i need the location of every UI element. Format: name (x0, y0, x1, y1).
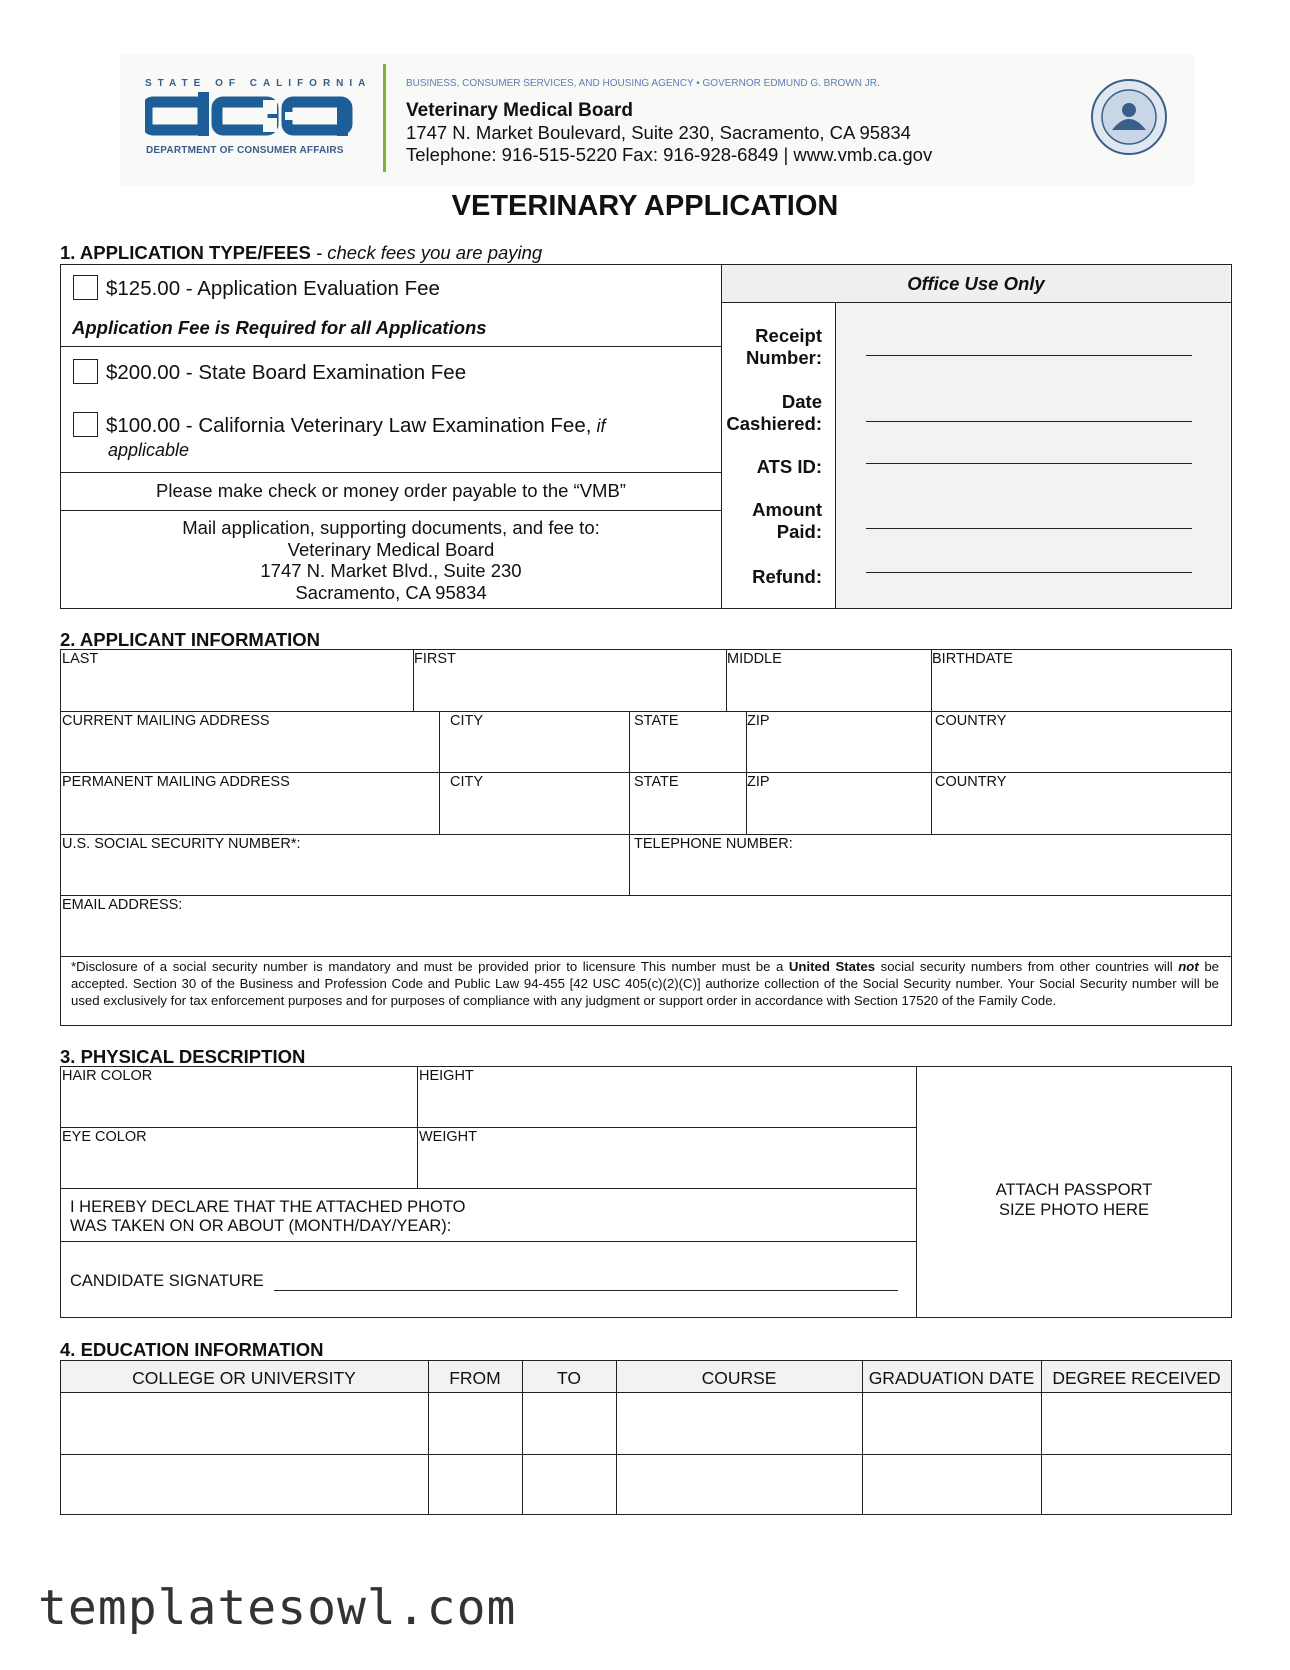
receipt-number-field[interactable] (866, 355, 1192, 356)
fee-eval-label: $125.00 - Application Evaluation Fee (106, 277, 440, 300)
current-address-field[interactable] (62, 732, 437, 771)
current-state-label: STATE (634, 713, 679, 729)
fee-law-checkbox[interactable] (73, 412, 98, 437)
ssn-label: U.S. SOCIAL SECURITY NUMBER*: (62, 836, 301, 852)
permanent-address-label: PERMANENT MAILING ADDRESS (62, 774, 290, 790)
col-course: COURSE (701, 1368, 777, 1388)
state-label: STATE OF CALIFORNIA (145, 78, 372, 89)
fee-law-label: $100.00 - California Veterinary Law Examination Fee, if (106, 414, 606, 437)
receipt-number-label: Receipt Number: (745, 325, 822, 368)
eye-color-field[interactable] (62, 1148, 415, 1187)
col-graduation-date: GRADUATION DATE (868, 1368, 1035, 1388)
board-address: 1747 N. Market Boulevard, Suite 230, Sacramento, CA 95834 (406, 122, 911, 143)
current-address-label: CURRENT MAILING ADDRESS (62, 713, 270, 729)
education-row[interactable] (61, 1455, 1231, 1514)
weight-field[interactable] (420, 1148, 914, 1187)
current-zip-label: ZIP (747, 713, 770, 729)
refund-field[interactable] (866, 572, 1192, 573)
email-label: EMAIL ADDRESS: (62, 897, 183, 913)
middle-name-field[interactable] (729, 670, 929, 710)
permanent-zip-label: ZIP (747, 774, 770, 790)
board-contact: Telephone: 916-515-5220 Fax: 916-928-6849 | www.vmb.ca.gov (406, 144, 933, 165)
dept-label: DEPARTMENT OF CONSUMER AFFAIRS (146, 145, 344, 156)
col-line (439, 711, 440, 834)
telephone-field[interactable] (631, 855, 1230, 894)
section-2-heading: 2. APPLICANT INFORMATION (60, 629, 321, 650)
ssn-field[interactable] (62, 855, 627, 894)
current-country-label: COUNTRY (935, 713, 1007, 729)
row-line (60, 1188, 917, 1189)
col-line (931, 649, 932, 834)
middle-name-label: MIDDLE (727, 651, 782, 667)
payable-note: Please make check or money order payable to the “VMB” (156, 480, 626, 501)
height-field[interactable] (420, 1087, 914, 1126)
last-name-label: LAST (62, 651, 99, 667)
first-name-label: FIRST (414, 651, 456, 667)
current-country-field[interactable] (933, 732, 1230, 771)
date-cashiered-label: Date Cashiered: (726, 391, 822, 434)
refund-label: Refund: (752, 566, 822, 587)
row-line-5 (60, 956, 1232, 957)
office-use-title: Office Use Only (907, 273, 1045, 294)
photo-line-2: SIZE PHOTO HERE (998, 1201, 1150, 1219)
col-from: FROM (449, 1368, 501, 1388)
email-field[interactable] (62, 916, 1230, 955)
fee-row-line-1 (60, 346, 722, 347)
permanent-address-field[interactable] (62, 793, 437, 833)
amount-paid-label: Amount Paid: (752, 499, 822, 542)
photo-placeholder (918, 1180, 1230, 1220)
row-line (60, 1127, 917, 1128)
date-cashiered-field[interactable] (866, 421, 1192, 422)
row-line-2 (60, 772, 1232, 773)
permanent-country-field[interactable] (933, 793, 1230, 833)
section-3-heading: 3. PHYSICAL DESCRIPTION (60, 1046, 306, 1067)
row-line-3 (60, 834, 1232, 835)
photo-declaration (70, 1198, 465, 1236)
last-name-field[interactable] (62, 670, 410, 710)
fee-row-line-2 (60, 472, 722, 473)
weight-label: WEIGHT (419, 1129, 477, 1145)
current-city-label: CITY (450, 713, 484, 729)
signature-label: CANDIDATE SIGNATURE (70, 1272, 264, 1290)
row-line-4 (60, 895, 1232, 896)
section-4-heading: 4. EDUCATION INFORMATION (60, 1339, 324, 1360)
california-seal-icon (1090, 78, 1168, 156)
mail-line-4: Sacramento, CA 95834 (295, 581, 487, 603)
mailing-instructions (60, 517, 722, 603)
header-divider (383, 64, 386, 172)
education-row[interactable] (61, 1393, 1231, 1454)
office-use-body-bg (836, 303, 1230, 608)
current-zip-field[interactable] (748, 732, 929, 771)
col-college: COLLEGE OR UNIVERSITY (132, 1368, 356, 1388)
agency-line: BUSINESS, CONSUMER SERVICES, AND HOUSING AGENCY • GOVERNOR EDMUND G. BROWN JR. (406, 78, 880, 89)
col-line (629, 711, 630, 895)
mail-line-2: Veterinary Medical Board (287, 538, 495, 560)
birthdate-field[interactable] (934, 670, 1230, 710)
ats-id-field[interactable] (866, 463, 1192, 464)
permanent-state-label: STATE (634, 774, 679, 790)
declaration-line-2: WAS TAKEN ON OR ABOUT (MONTH/DAY/YEAR): (70, 1217, 452, 1235)
mail-line-1: Mail application, supporting documents, and fee to: (182, 517, 600, 538)
col-line (746, 711, 747, 834)
amount-paid-field[interactable] (866, 528, 1192, 529)
photo-divider (916, 1066, 917, 1318)
photo-line-1: ATTACH PASSPORT (995, 1181, 1153, 1199)
row-line (60, 1241, 917, 1242)
permanent-city-label: CITY (450, 774, 484, 790)
dca-logo (145, 92, 355, 142)
form-title: VETERINARY APPLICATION (451, 190, 839, 222)
fee-board-checkbox[interactable] (73, 359, 98, 384)
permanent-city-field[interactable] (441, 793, 627, 833)
col-degree-received: DEGREE RECEIVED (1052, 1368, 1221, 1388)
row-line-1 (60, 711, 1232, 712)
permanent-state-field[interactable] (631, 793, 744, 833)
fee-eval-checkbox[interactable] (73, 275, 98, 300)
hair-color-label: HAIR COLOR (62, 1068, 153, 1084)
permanent-country-label: COUNTRY (935, 774, 1007, 790)
watermark: templatesowl.com (38, 1580, 517, 1636)
fee-row-line-3 (60, 510, 722, 511)
fee-board-label: $200.00 - State Board Examination Fee (106, 361, 467, 384)
signature-line[interactable] (274, 1290, 898, 1291)
col-to: TO (557, 1368, 581, 1388)
office-use-header-line (721, 302, 1232, 303)
current-state-field[interactable] (631, 732, 744, 771)
ssn-disclosure: *Disclosure of a social security number is mandatory and must be provided prior to licensure This number must be a United States social security numbers from other countries will not be accepted. Section 30 of the Business and Profession Code and Public Law 94-455 [42 USC 405(c)(2)(C)] authorize collection of the Social Security number. Your Social Security number will be used exclusively for tax enforcement purposes and for purposes of compliance with any judgment or support order in accordance with Section 17520 of the Family Code. (71, 959, 1219, 1008)
section-1-heading: 1. APPLICATION TYPE/FEES - check fees you are paying (60, 242, 543, 263)
office-use-col-line (835, 302, 836, 609)
first-name-field[interactable] (416, 670, 724, 710)
hair-color-field[interactable] (62, 1087, 415, 1126)
permanent-zip-field[interactable] (748, 793, 929, 833)
declaration-line-1: I HEREBY DECLARE THAT THE ATTACHED PHOTO (70, 1198, 466, 1216)
mail-line-3: 1747 N. Market Blvd., Suite 230 (260, 560, 522, 581)
eye-color-label: EYE COLOR (62, 1129, 147, 1145)
fee-required-note: Application Fee is Required for all Applications (72, 317, 487, 338)
height-label: HEIGHT (419, 1068, 474, 1084)
current-city-field[interactable] (441, 732, 627, 771)
board-name: Veterinary Medical Board (406, 100, 634, 121)
telephone-label: TELEPHONE NUMBER: (634, 836, 793, 852)
ats-id-label: ATS ID: (756, 456, 822, 477)
birthdate-label: BIRTHDATE (932, 651, 1013, 667)
fee-law-applicable: applicable (108, 440, 190, 460)
